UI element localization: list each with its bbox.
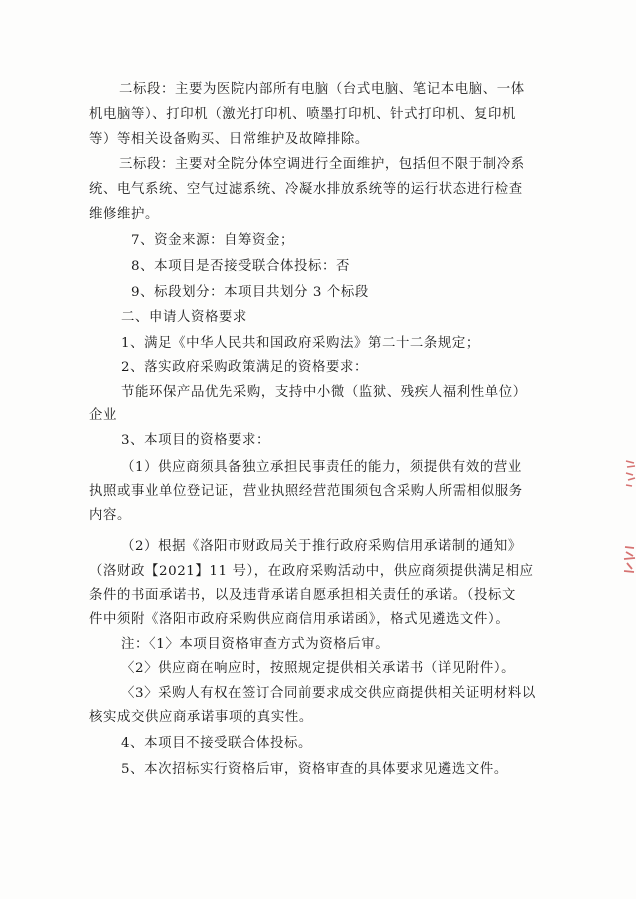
text-line: 三标段：主要对全院分体空调进行全面维护，包括但不限于制冷系	[119, 157, 525, 172]
text-line: 内容。	[89, 508, 131, 523]
text-line: 7、资金来源：自筹资金；	[131, 233, 295, 248]
text-line: 1、满足《中华人民共和国政府采购法》第二十二条规定；	[121, 336, 480, 351]
seal-mark-top	[622, 458, 636, 491]
text-line: 8、本项目是否接受联合体投标：否	[131, 259, 350, 274]
note-line: 注：〈1〉本项目资格审查方式为资格后审。	[121, 637, 390, 652]
text-line: 9、标段划分：本项目共划分 3 个标段	[131, 285, 369, 300]
note-line: 核实成交供应商承诺事项的真实性。	[89, 710, 313, 725]
text-line: 机电脑等）、打印机（激光打印机、喷墨打印机、针式打印机、复印机	[89, 107, 517, 122]
note-line: 〈2〉供应商在响应时，按照规定提供相关承诺书（详见附件）。	[121, 661, 516, 676]
text-line: 等）等相关设备购买、日常维护及故障排除。	[89, 132, 369, 147]
text-line: 条件的书面承诺书，以及违背承诺自愿承担相关责任的承诺。（投标文	[89, 588, 517, 603]
text-line: 2、落实政府采购政策满足的资格要求：	[121, 360, 368, 375]
text-line: 维修维护。	[89, 207, 159, 222]
text-line: 5、本次招标实行资格后审，资格审查的具体要求见遴选文件。	[121, 762, 508, 777]
text-line: （2）根据《洛阳市财政局关于推行政府采购信用承诺制的通知》	[121, 539, 522, 554]
text-line: 统、电气系统、空气过滤系统、冷凝水排放系统等的运行状态进行检查	[89, 182, 523, 197]
text-line: 企业	[89, 408, 117, 423]
text-line: 件中须附《洛阳市政府采购供应商信用承诺函》，格式见遴选文件）。	[89, 612, 510, 627]
text-line: 4、本项目不接受联合体投标。	[121, 736, 312, 751]
text-line: 二标段：主要为医院内部所有电脑（台式电脑、笔记本电脑、一体	[119, 82, 525, 97]
text-line: 执照或事业单位登记证，营业执照经营范围须包含采购人所需相似服务	[89, 484, 523, 499]
text-line: （1）供应商须具备独立承担民事责任的能力，须提供有效的营业	[121, 460, 522, 475]
text-line: （洛财政【2021】11 号），在政府采购活动中，供应商须提供满足相应	[89, 564, 534, 579]
seal-fragment-icon	[622, 544, 636, 574]
section-heading: 二、申请人资格要求	[121, 310, 247, 325]
text-line: 节能环保产品优先采购，支持中小微（监狱、残疾人福利性单位）	[121, 385, 527, 400]
seal-fragment-icon	[624, 458, 636, 488]
text-line: 3、本项目的资格要求：	[121, 433, 271, 448]
seal-mark-bottom	[622, 544, 636, 577]
note-line: 〈3〉采购人有权在签订合同前要求成交供应商提供相关证明材料以	[121, 686, 536, 701]
